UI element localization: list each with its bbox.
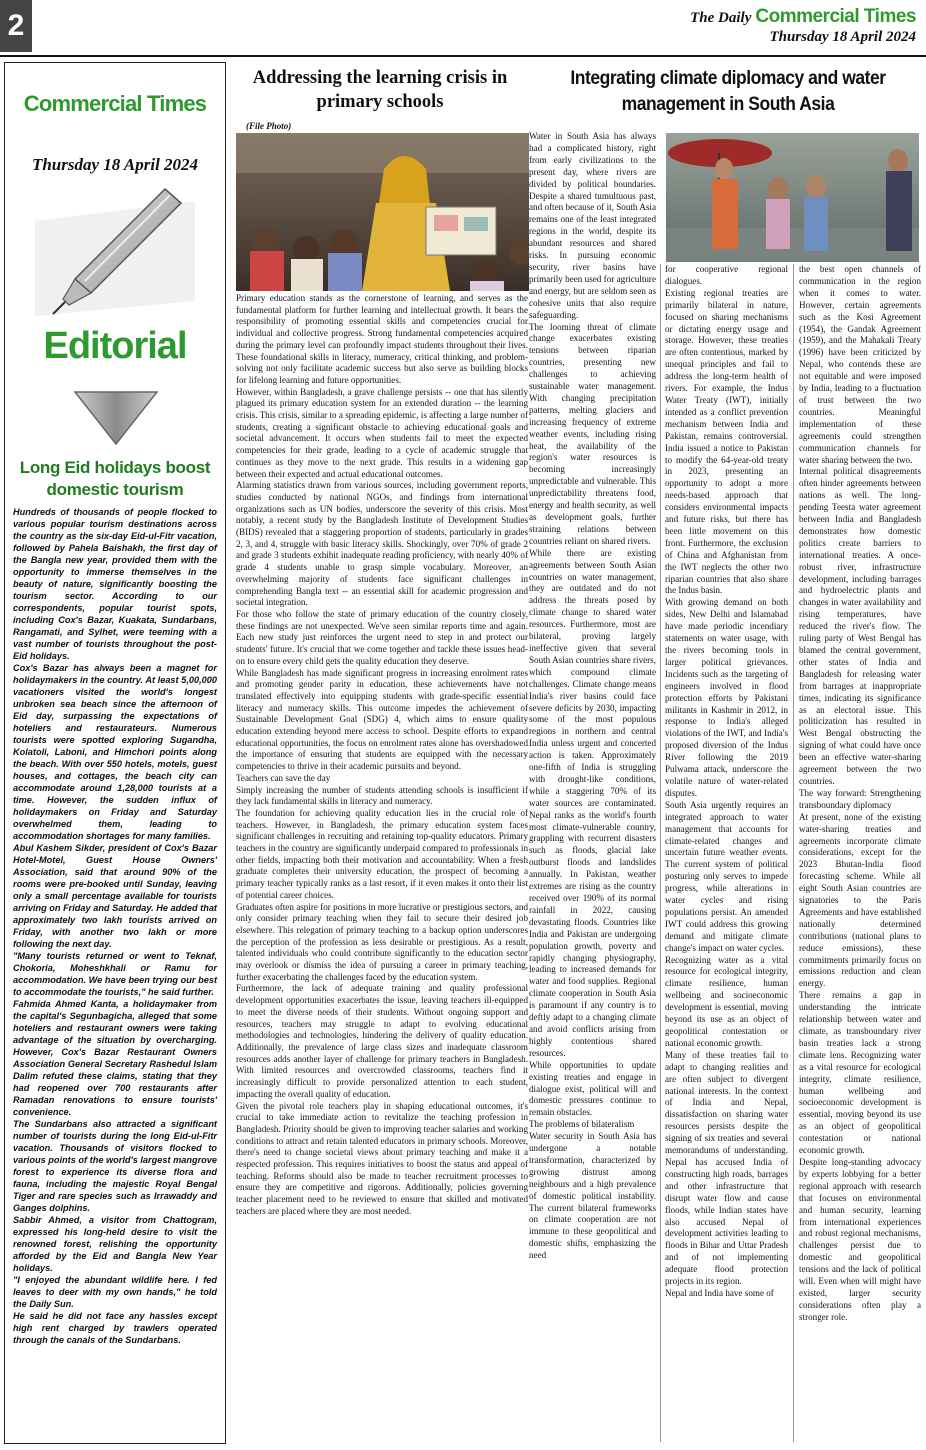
sidebar-date: Thursday 18 April 2024: [31, 155, 199, 174]
masthead: [690, 6, 916, 46]
sidebar-paragraph: The Sundarbans also attracted a significant number of tourists during the long Eid-ul-Fitr vacation. Thousands of visitors flocked to various points of the world's largest mangrove forest to experience its diverse flora and fauna, including the majestic Royal Bengal Tiger and rare species such as Irrawaddy and Ganges dolphins.: [13, 1119, 217, 1213]
page-number: 2: [0, 0, 32, 52]
article2-paragraph: South Asia urgently requires an integrated approach to water management that accounts for climate-related changes and uncertain future weather events. The current system of political posturing only serves to impede progress, while alterations in water cycles and rising populations persist. An amended IWT could address this growing demand and mitigate climate change's impact on water cycles.: [665, 799, 788, 953]
sidebar-paragraph: He said he did not face any hassles except high rent charged by trawlers operated through the canals of the Sundarbans.: [13, 1311, 217, 1345]
article2-paragraph: for cooperative regional dialogues.: [665, 264, 788, 286]
article1-paragraph: While Bangladesh has made significant progress in increasing enrolment rates and promoting gender parity in education, these achievements have not translated effectively into equipping students with grade-specific essential literacy and numeracy skills. This outcome impedes the achievement of Sustainable Development Goal (SDG) 4, which aims to ensure quality education extending beyond mere access to school. Despite efforts to expand educational opportunities, the focus on enrolment rates alone has overshadowed the importance of ensuring that students are equipped with the necessary competencies to thrive in their academic pursuits and beyond.: [236, 667, 528, 772]
sidebar-body: [13, 506, 217, 1346]
article2-subheading: The way forward: Strengthening transboundary diplomacy: [799, 787, 921, 810]
article1-paragraph: Alarming statistics drawn from various sources, including government reports, studies conducted by national NGOs, and findings from international organizations such as UN bodies, underscore the severity of this crisis. Most notably, a recent study by the Bangladesh Institute of Development Studies (BIDS) revealed that a staggering proportion of students, particularly in grades 2, 3, and 4, struggle with basic literacy skills. Shockingly, over 70% of grade 2 and grade 3 students exhibit inadequate reading proficiency, with nearly 40% of grade 4 students unable to grasp simple vocabulary. Moreover, an overwhelming majority of students face significant challenges in comprehending Bangla text -- an essential skill for academic progression and societal integration.: [236, 480, 528, 608]
article2-paragraph: There remains a gap in understanding the intricate relationship between water and climate, as transboundary river basin treaties lack a strong climate lens. Recognizing water as a vital resource for ecological integrity, climate resilience, human wellbeing and socioeconomic development is essential, moving beyond its use as an object of geopolitical contestation or national economic growth.: [799, 990, 921, 1156]
article1-paragraph: Given the pivotal role teachers play in shaping educational outcomes, it's crucial to take immediate action to revitalize the teaching profession in Bangladesh. Priority should be given to improving teacher salaries and working conditions to attract and retain talented educators in primary schools. Moreover, there's need to change societal views about primary teaching and make it a respected profession. This requires initiatives to boost the status and appeal of teaching. Reforms should also be made to teacher recruitment processes to ensure they are competitive and rigorous. Additionally, policies governing teacher placement need to be reviewed to ensure that skilled and motivated teachers are placed where they are most needed.: [236, 1100, 528, 1216]
sidebar-paragraph: Hundreds of thousands of people flocked to various popular tourism destinations across the country as the six-day Eid-ul-Fitr vacation, followed by Pahela Baishakh, the first day of the Bangla new year, provided them with the opportunity to immerse themselves in the beauty of nature, significantly boosting the tourism sector. According to our correspondents, popular tourist spots, including Cox's Bazar, Kuakata, Sundarbans, Rangamati, and Sylhet, were teeming with a vast number of tourists throughout the post-Eid holidays.: [13, 507, 217, 661]
article2-title: Integrating climate diplomacy and water management in South Asia: [570, 68, 886, 115]
sidebar-paragraph: "I enjoyed the abundant wildlife here. I fed leaves to deer with my own hands," he told the Daily Sun.: [13, 1275, 217, 1309]
sidebar-paragraph: Sabbir Ahmed, a visitor from Chattogram, expressed his long-held desire to visit the renowned forest, relishing the opportunity afforded by the Eid and Bangla New Year holidays.: [13, 1215, 217, 1273]
sidebar-brand: Commercial Times: [23, 91, 207, 116]
article1-paragraph: Graduates often aspire for positions in more lucrative or prestigious sectors, and only consider primary teaching when they fail to secure their desired job elsewhere. This relegation of primary teaching to a backup option underscores the perception of the profession as less desirable or prestigious. As a result, talented individuals who could contribute significantly to the education sector may overlook or dismiss the idea of pursuing a career in primary teaching, further exacerbating the challenges faced by the education system.: [236, 901, 528, 982]
article1-paragraph: For those who follow the state of primary education of the country closely, these findings are not unexpected. We've seen similar reports time and again. Each new study just reinforces the urgent need to step in and protect our students' future. It's crucial that we come together and tackle these issues head-on to ensure every child gets the quality education they deserve.: [236, 608, 528, 666]
article2-paragraph: Despite long-standing advocacy by experts lobbying for a better regional approach with research that focuses on environmental and human security, learning from international experiences and robust regional mechanisms, challenges persist due to domestic and geopolitical tensions and the lack of political will. Even when will might have existed, larger security considerations often play a stronger role.: [799, 1156, 921, 1322]
article1-paragraph: However, within Bangladesh, a grave challenge persists -- one that has silently plagued its primary education system for an extended duration -- the learning crisis. This crisis, similar to a spreading epidemic, is affecting a large number of students, creating a significant obstacle to achieving educational goals and societal advancement. It occurs when students fail to meet the expected competencies for their grade, leading to a cycle of academic struggle that continues as they move to the next grade. This results in a widening gap between their expected and actual educational outcomes.: [236, 386, 528, 479]
article2-paragraph: Nepal and India have some of: [665, 1287, 774, 1298]
article2-paragraph: At present, none of the existing water-sharing treaties and agreements incorporate climate considerations, except for the 2023 Bhutan-India flood forecasting scheme. While all eight South Asian countries are signatories to the Paris Agreements and have established nationally determined contributions (national plans to reduce emissions), these commitments primarily focus on emissions reduction and clean energy.: [799, 811, 921, 989]
article1-photo-caption: (File Photo): [246, 121, 292, 131]
sidebar-paragraph: Abul Kashem Sikder, president of Cox's Bazar Hotel-Motel, Guest House Owners' Association, said that around 90% of the rooms were pre-booked until Sunday, leaving only a small percentage available for tourists arriving on Friday and Saturday. He added that approximately two lakh tourists arrived on Friday, with another two lakh or more following the next day.: [13, 843, 217, 949]
header-rule: [0, 55, 926, 57]
article1-body: [236, 293, 528, 1218]
article2-paragraph: the best open channels of communication in the region when it comes to water. However, certain agreements such as the Kosi Agreement (1954), the Gandak Agreement (1959), and the Mahakali Treaty (1996) have been criticized by Nepal, who contends these are not equitable and were imposed by India, leading to a fluctuation of trust between the two countries. Meaningful implementation of these agreements could strengthen communication channels for water sharing between the two.: [799, 264, 921, 465]
column-divider: [793, 264, 794, 1442]
triangle-down-icon: [71, 388, 161, 453]
article1-paragraph: Simply increasing the number of students attending schools is insufficient if they lack fundamental skills in literacy and numeracy.: [236, 784, 528, 807]
article2-paragraph: Water in South Asia has always had a complicated history, right from early civilizations to the present day, where rivers are divided by political boundaries. Despite a shared tumultuous past, and often because of it, South Asia remains one of the least integrated regions in the world, despite its abundant resources and shared risks. In pursuing economic security, river basins have primarily been used for agriculture and energy, but are seldom seen as cohesive units that also require safeguarding.: [529, 131, 656, 320]
masthead-date: Thursday 18 April 2024: [769, 29, 916, 45]
article2-paragraph: With growing demand on both sides, New Delhi and Islamabad have made periodic incendiary statements on water usage, with the rivers becoming tools in larger political grievances. Incidents such as the targeting of engineers involved in flood protection efforts by Pakistani militants in Kashmir in 2012, in response to India's alleged violations of the IWT, and India's proposed diversion of the Indus River following the 2019 Pulwama attack, underscore the volatile nature of water-related disputes.: [665, 597, 788, 798]
masthead-brand: Commercial Times: [755, 6, 916, 27]
column-divider: [660, 264, 661, 1442]
article2-paragraph: Existing regional treaties are primarily bilateral in nature, focused on sharing mechanisms or dictating energy usage and storage. However, these treaties are often contentious, marked by unequal principles and fail to address the long-term health of rivers. For example, the Indus Water Treaty (IWT), initially intended as a conflict prevention mechanism between India and Pakistan, remains controversial. India issued a notice to Pakistan to modify the 64-year-old treaty in 2023, presenting an opportunity to adopt a more needs-based approach that considers environmental impacts and future risks, but there has been little movement on this front. Furthermore, the exclusion of China and Afghanistan from the IWT neglects the other two riparian countries that also share the Indus basin.: [665, 287, 788, 596]
article2-paragraph: Many of these treaties fail to adapt to changing realities and are often subject to divergent national interests. In the context of India and Nepal, dissatisfaction on sharing water resources persists despite the signing of six treaties and several memorandums of understanding. Nepal has accused India of constructing high roads, barrages and other infrastructure that disrupt water flow and cause floods, while Indian states have also accused Nepal of development activities leading to floods in Bihar and Uttar Pradesh and of not implementing adequate flood protection projects in its region.: [665, 1049, 788, 1287]
article2-paragraph: The looming threat of climate change exacerbates existing tensions between riparian countries, presenting new challenges to achieving sustainable water management. With changing precipitation patterns, melting glaciers and increasing frequency of extreme weather events, including rising heat, the availability of the region's water resources is becoming increasingly unpredictable and vulnerable. This unpredictability threatens food, energy and health security, as well as development goals, further straining relations between countries reliant on shared rivers.: [529, 321, 656, 546]
sidebar-paragraph: "Many tourists returned or went to Teknaf, Chokoria, Moheshkhali or Ramu for accommodation. We have been trying our best to accommodate the tourists," he said further.: [13, 951, 217, 997]
article1-paragraph: Furthermore, the lack of adequate training and quality professional development opportunities exacerbates the issue, leaving teachers ill-equipped to meet the diverse needs of their students. Without ongoing support and resources, teachers may struggle to adapt to evolving educational methodologies and technologies, hindering the delivery of quality education. Additionally, the prevalence of large class sizes and inadequate classroom resources adds another layer of challenge for primary teachers in Bangladesh. With limited resources and overcrowded classrooms, teachers find it increasingly difficult to provide personalized attention to each student, impacting the overall quality of education.: [236, 983, 528, 1099]
masthead-daily: The Daily: [690, 10, 752, 26]
article2-column-3: [799, 264, 921, 1324]
article1-paragraph: The foundation for achieving quality education lies in the crucial role of teachers. However, in Bangladesh, the primary education system faces significant challenges in recruiting and retaining top-quality educators. Primary teachers in the country are significantly underpaid compared to professionals in other fields, impacting both their motivation and accountability. When a fresh graduate completes their university education, the prospect of becoming a primary teacher typically ranks as a last resort, if it even makes it onto their list of potential career choices.: [236, 807, 528, 900]
article2-subheading: The problems of bilateralism: [529, 1119, 635, 1130]
section-title: Editorial: [43, 325, 187, 367]
article2-paragraph: Internal political disagreements often hinder agreements between nations as well. The long-pending Teesta water agreement between India and Bangladesh demonstrates how domestic politics create barriers to international treaties. A once-robust river, infrastructure development, including barrages and hydroelectric plants and changes in water availability and rising temperatures, have reduced the river's flow. The ruling party of West Bengal has blamed the central government, other states of India and Bangladesh for releasing water from barrages at inappropriate times, indicating its significance as an electoral issue. This politicization has resulted in West Bengal obstructing the signing of what could have once been an effective water-sharing agreement between the two countries.: [799, 466, 921, 786]
sidebar-paragraph: Cox's Bazar has always been a magnet for holidaymakers in the country. At least 5,00,000 vacationers visited the world's longest unbroken sea beach since the afternoon of Eid day, surpassing the expectations of hoteliers and restaurateurs. Numerous tourists were spotted exploring Sugandha, Kolatoli, Laboni, and Himchori points along the beach. With over 550 hotels, motels, guest houses, and cottages, the beach city can accommodate around 1,28,000 tourists at a time. However, the sudden influx of holidaymakers on Friday and Saturday overwhelmed them, leading to accommodation shortages for many families.: [13, 663, 217, 841]
pen-icon: [25, 181, 205, 326]
sidebar-headline: Long Eid holidays boost domestic tourism: [19, 458, 211, 500]
article2-column-2: [665, 264, 788, 1300]
article1-paragraph: Primary education stands as the cornerstone of learning, and serves as the fundamental platform for further learning and intellectual growth. It bears the responsibility of promoting essential skills and competencies crucial for individual and collective progress. Strong fundamental competencies acquired during the primary level can profoundly impact students throughout their lives. These foundational skills in literacy, numeracy, critical thinking, and problem-solving not only facilitate academic success but also serve as building blocks for lifelong learning and future opportunities.: [236, 293, 528, 385]
editorial-sidebar: [4, 62, 226, 1444]
article1-photo: [236, 133, 529, 291]
article2-column-1: [529, 131, 656, 1262]
article2-paragraph: Water security in South Asia has undergone a notable transformation, characterized by growing distrust among neighbours and a high prevalence of domestic political instability. The current bilateral frameworks on climate cooperation are not immune to these geopolitical and domestic shifts, emphasizing the need: [529, 1131, 656, 1261]
article2-paragraph: Recognizing water as a vital resource for ecological integrity, climate resilience, human wellbeing and socioeconomic development is essential, moving beyond its use as an object of geopolitical contestation or national economic growth.: [665, 954, 788, 1048]
article1-subheading: Teachers can save the day: [236, 772, 331, 783]
article2-paragraph: While there are existing agreements between South Asian countries on water management, they are outdated and do not address the threats posed by climate change to shared water resources. Furthermore, most are bilateral, proving largely ineffective given that several South Asian countries share rivers, which compound climate challenges. Climate change means India's river basins could face severe deficits by 2030, impacting some of the most populous regions in northern and central India unless urgent and concerted action is taken. Approximately one-fifth of India is struggling with drought-like conditions, while a staggering 70% of its water sources are contaminated. Nepal ranks as the world's fourth most climate-vulnerable country, grappling with recurrent disasters such as floods, glacial lake outburst floods and landslides annually. In Pakistan, weather extremes are rising as the country received over 190% of its normal rainfall in 2022, causing devastating floods. Countries like India and Pakistan are undergoing population growth, poverty and rapidly changing physiography, leading to increased demands for water and food supplies. Regional climate cooperation in South Asia is paramount if any country is to deftly adapt to a changing climate and avoid conflicts arising from highly contentious shared resources.: [529, 547, 656, 1058]
article1-title: Addressing the learning crisis in primary schools: [252, 68, 508, 112]
article2-photo: [666, 133, 919, 262]
article2-paragraph: While opportunities to update existing treaties and engage in dialogue exist, political will and domestic pressures continue to remain obstacles.: [529, 1059, 656, 1118]
sidebar-paragraph: Fahmida Ahmed Kanta, a holidaymaker from the capital's Segunbagicha, alleged that some hoteliers and restaurant owners were taking advantage of the situation by overcharging. However, Cox's Bazar Restaurant Owners Association General Secretary Rashedul Islam Dalim refuted these claims, stating that they had reopened over 700 restaurants after Ramadan renovations to ensure tourists' convenience.: [13, 999, 217, 1117]
